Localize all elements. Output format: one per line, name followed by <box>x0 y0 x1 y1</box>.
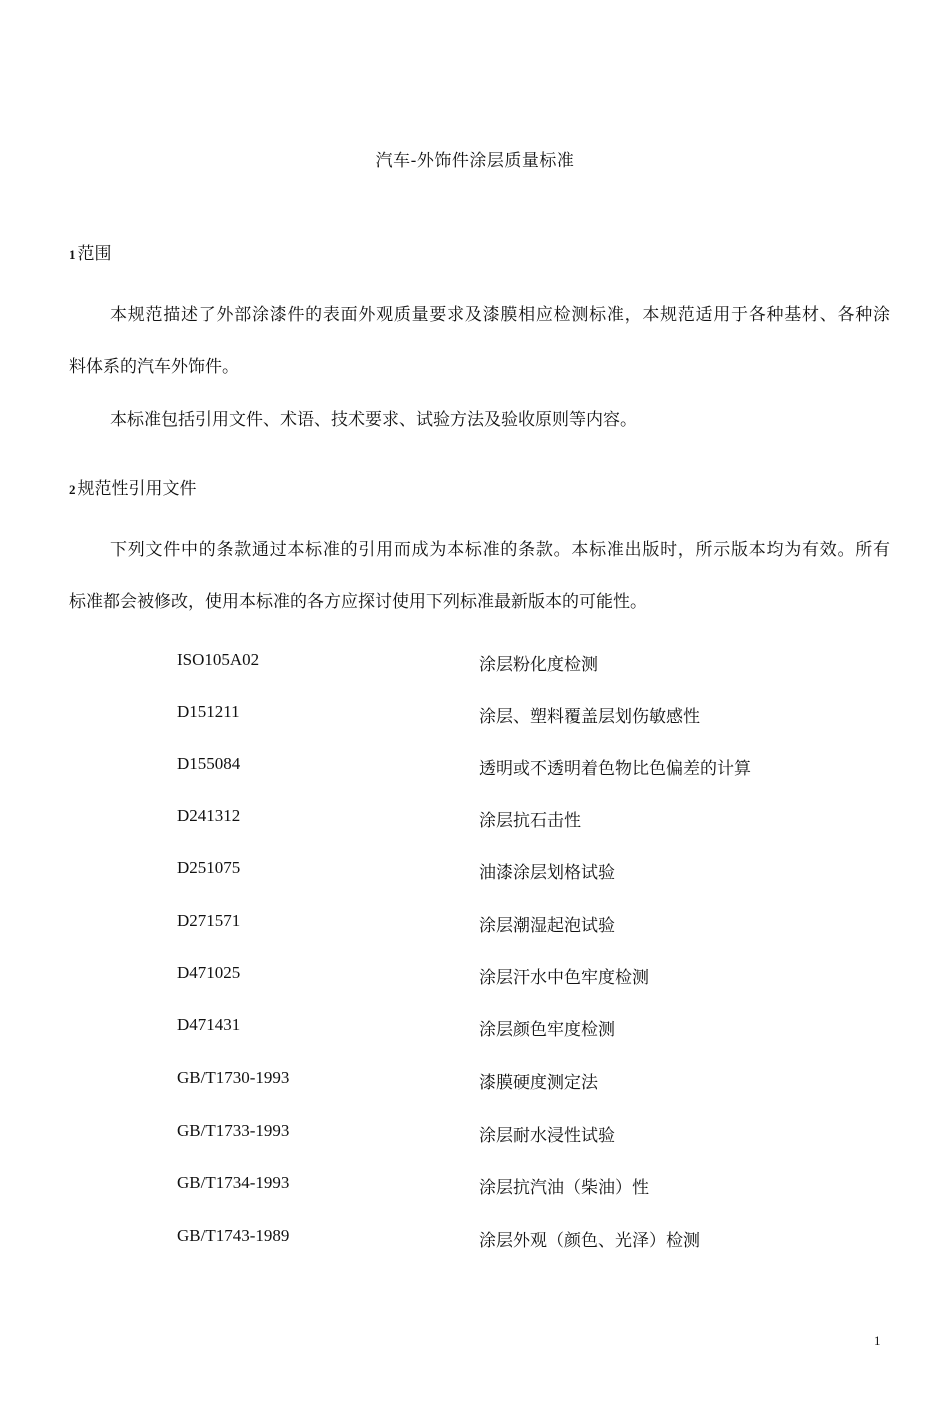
reference-name: 涂层、塑料覆盖层划伤敏感性 <box>479 707 700 727</box>
reference-name: 透明或不透明着色物比色偏差的计算 <box>479 759 751 779</box>
section-1-paragraph-2: 本标准包括引用文件、术语、技术要求、试验方法及验收原则等内容。 <box>110 410 637 430</box>
reference-name: 油漆涂层划格试验 <box>479 863 615 883</box>
document-title: 汽车-外饰件涂层质量标准 <box>375 151 575 171</box>
section-1-title: 范围 <box>77 244 112 264</box>
reference-code: D271571 <box>177 911 241 930</box>
reference-code: GB/T1730-1993 <box>177 1068 290 1087</box>
reference-code: ISO105A02 <box>177 650 260 669</box>
section-1-paragraph-1-line-1: 本规范描述了外部涂漆件的表面外观质量要求及漆膜相应检测标准，本规范适用于各种基材、各种涂 <box>110 305 890 325</box>
reference-name: 涂层颜色牢度检测 <box>479 1020 615 1040</box>
reference-name: 涂层耐水浸性试验 <box>479 1126 615 1146</box>
reference-name: 涂层抗汽油（柴油）性 <box>479 1178 649 1198</box>
reference-code: D151211 <box>177 702 240 721</box>
reference-row <box>177 1173 877 1199</box>
reference-row <box>177 806 877 832</box>
reference-code: D251075 <box>177 858 241 877</box>
reference-code: D471431 <box>177 1015 241 1034</box>
reference-row <box>177 911 877 937</box>
reference-code: D155084 <box>177 754 241 773</box>
reference-name: 涂层抗石击性 <box>479 811 581 831</box>
reference-code: GB/T1743-1989 <box>177 1226 290 1245</box>
section-1-heading <box>69 239 112 264</box>
section-1-paragraph-1-line-2: 料体系的汽车外饰件。 <box>69 357 239 377</box>
section-2-title: 规范性引用文件 <box>77 479 197 499</box>
reference-name: 涂层粉化度检测 <box>479 655 598 675</box>
reference-code: D241312 <box>177 806 241 825</box>
reference-row <box>177 702 877 728</box>
reference-row <box>177 1226 877 1252</box>
section-2-number: 2 <box>69 482 76 497</box>
reference-code: D471025 <box>177 963 241 982</box>
reference-row <box>177 1015 877 1041</box>
page-number: 1 <box>874 1333 881 1348</box>
reference-row <box>177 858 877 884</box>
reference-row <box>177 963 877 989</box>
section-2-paragraph-1-line-2: 标准都会被修改，使用本标准的各方应探讨使用下列标准最新版本的可能性。 <box>69 592 647 612</box>
section-2-paragraph-1-line-1: 下列文件中的条款通过本标准的引用而成为本标准的条款。本标准出版时，所示版本均为有效。所有 <box>110 540 890 560</box>
reference-name: 漆膜硬度测定法 <box>479 1073 598 1093</box>
reference-name: 涂层汗水中色牢度检测 <box>479 968 649 988</box>
reference-row <box>177 754 877 780</box>
reference-name: 涂层外观（颜色、光泽）检测 <box>479 1231 700 1251</box>
reference-row <box>177 650 877 676</box>
reference-row <box>177 1068 877 1094</box>
reference-code: GB/T1734-1993 <box>177 1173 290 1192</box>
reference-name: 涂层潮湿起泡试验 <box>479 916 615 936</box>
reference-row <box>177 1121 877 1147</box>
section-1-number: 1 <box>69 247 76 262</box>
reference-code: GB/T1733-1993 <box>177 1121 290 1140</box>
section-2-heading <box>69 474 197 499</box>
